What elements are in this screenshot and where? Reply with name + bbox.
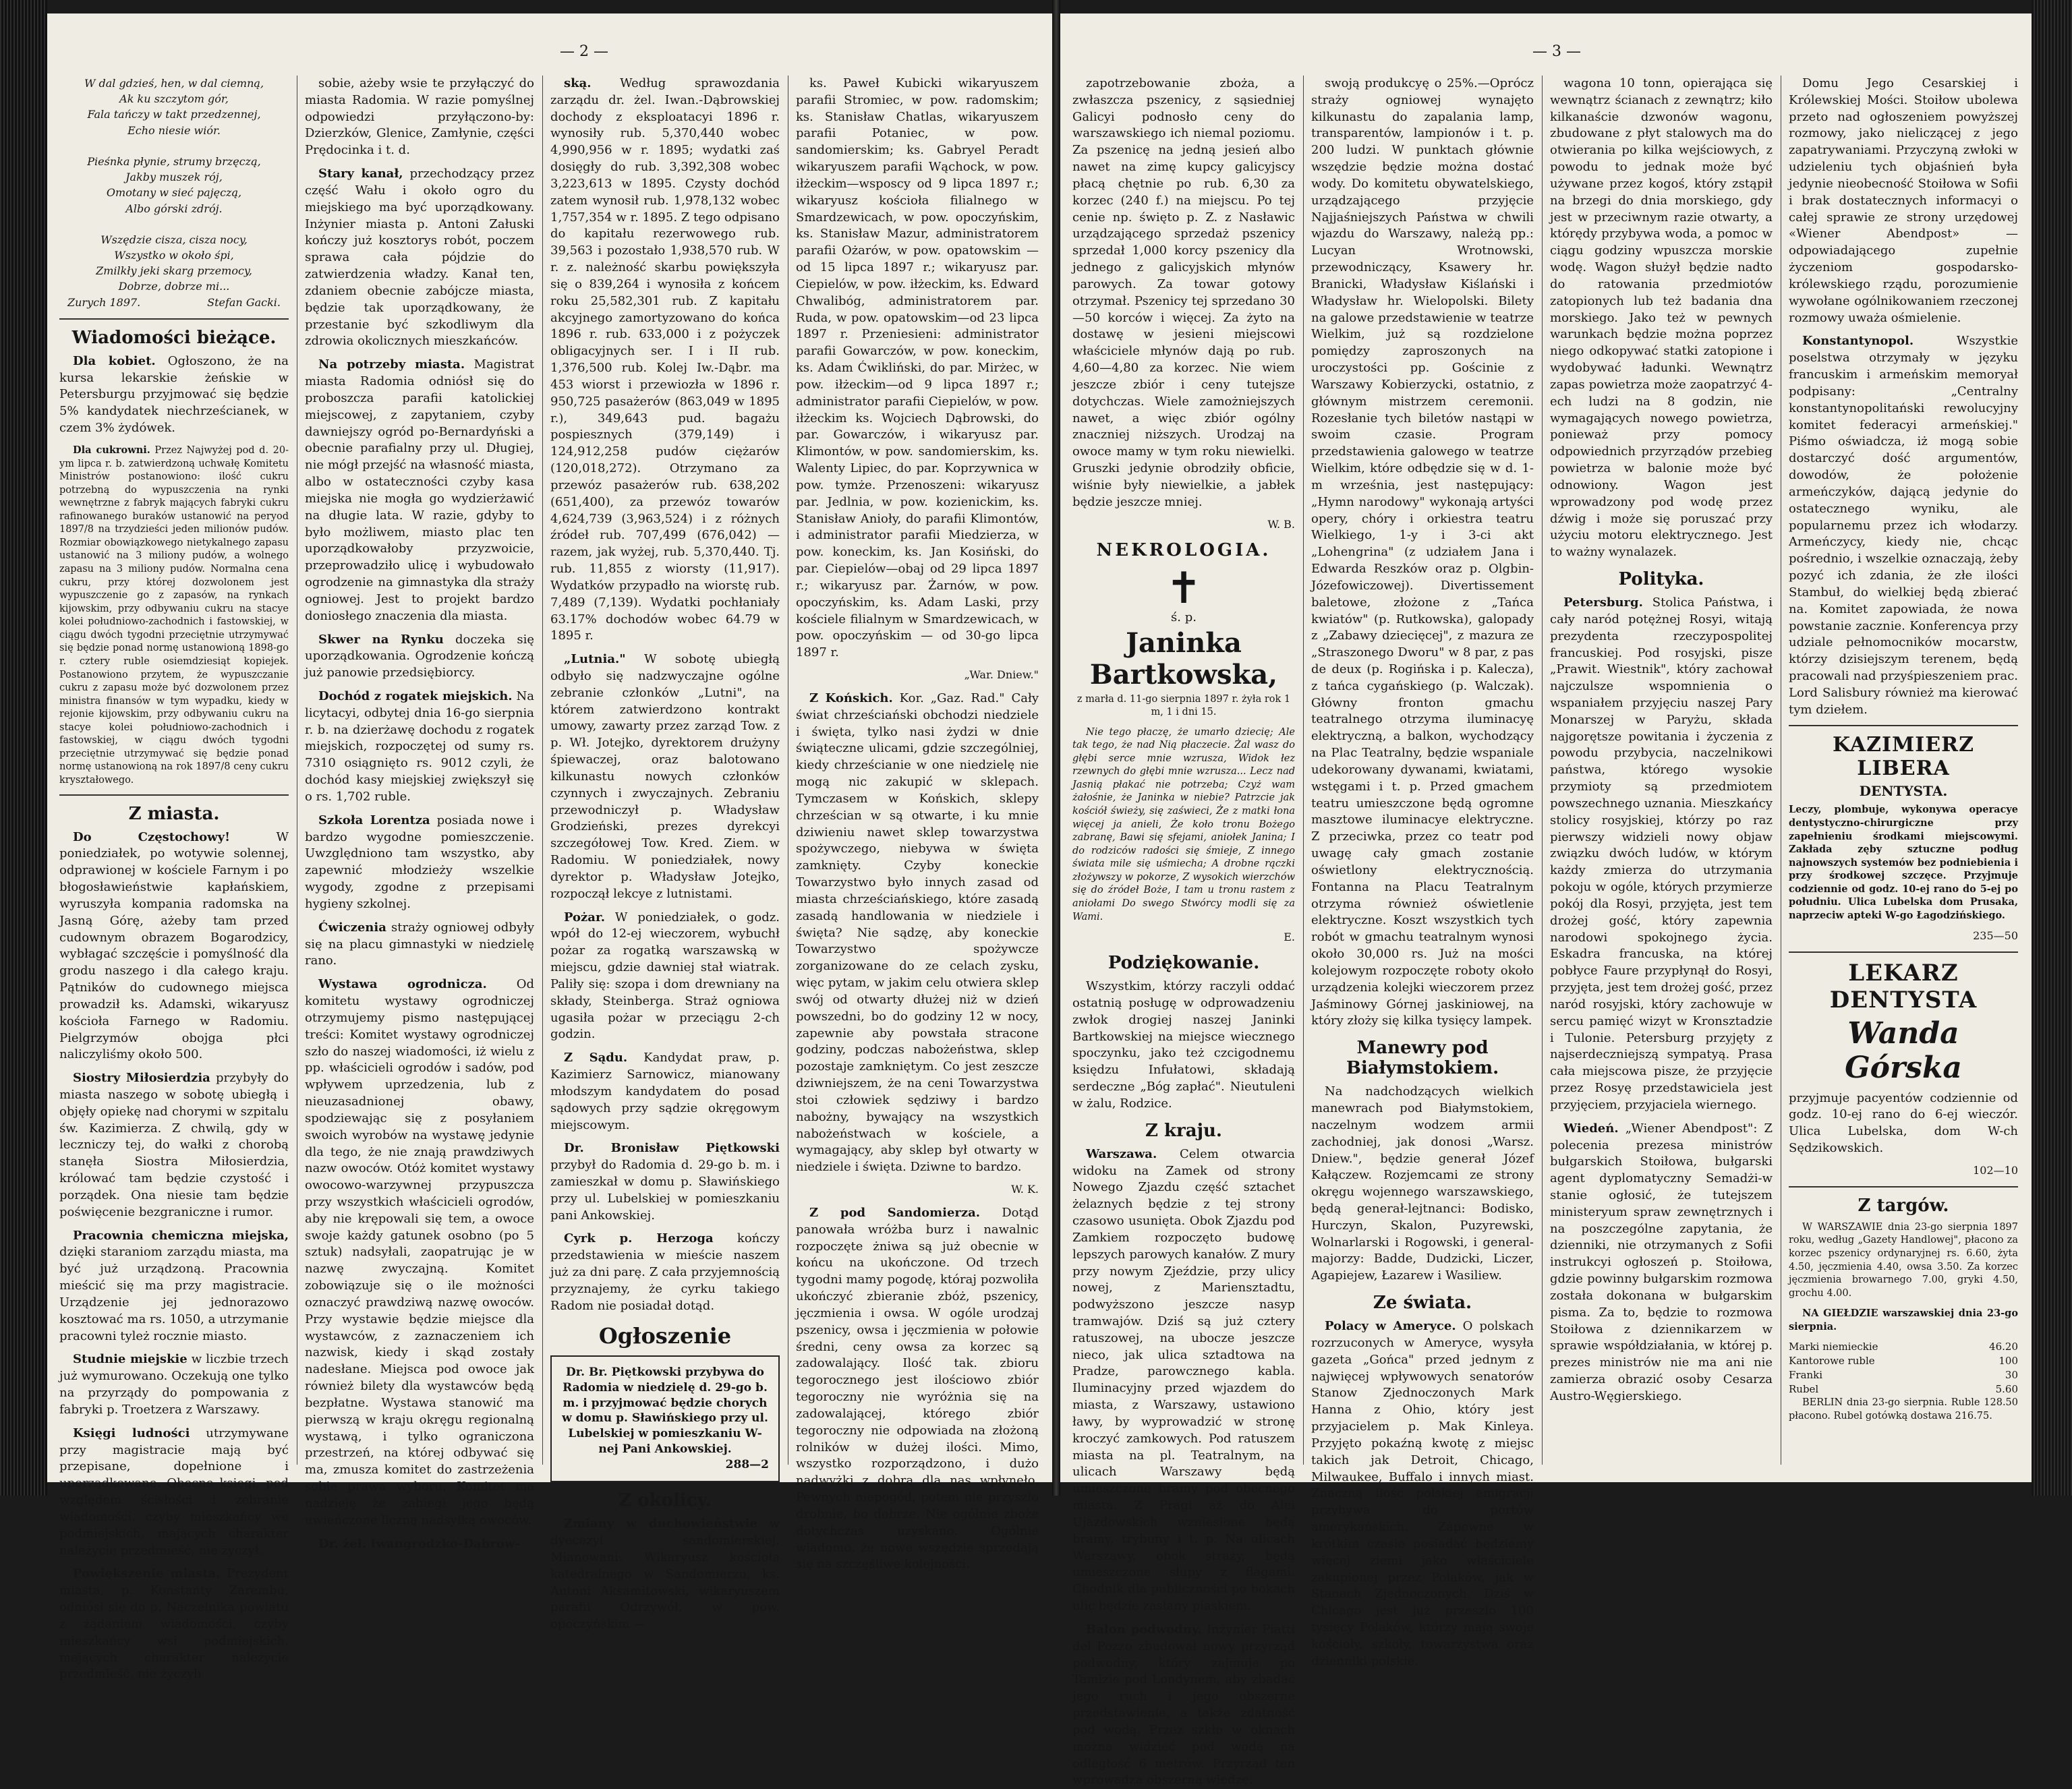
article-paragraph: Dla kobiet. Ogłoszono, że na kursa lekarskie żeńskie w Petersburgu przyjmować się będzie 5% kandydatek niechrześcianek, w czem 3% żydówek. [59,353,289,436]
article-paragraph: Wiedeń. „Wiener Abendpost": Z polecenia prezesa ministrów bułgarskich Stoiłowa, bułgarski agent dyplomatyczny Semadżi-w stanie ogłosić, że tutejszem ministeryum spraw zewnętrznych i na poszczególne zapytania, że dzienniki, nie otrzymanych z Sofii instrukcyi ogłoszeń p. Stoiłowa, gdzie powinny bułgarskim rozmowa została dokonana w bułgarskim pisma. Za to, będzie to rozmowa Stoiłowa z dziennikarzem w sprawie współdziałania, w której p. prezes ministrów nie ma ani nie zamierza obrazić osoby Cesarza Austro-Węgierskiego. [1550,1121,1773,1403]
column-2 [1311,76,1534,1668]
book-spine [1052,0,1060,1496]
section-heading: Z kraju. [1145,1120,1222,1141]
article-paragraph: Zmiany w duchowieństwie w dyecezyi sandomierskiej. Mianowani: Wikaryusz kościoła katedralnego w Sandomierzu, ks. Antoni Aksamitowski, wikaryuszem parafii Odrzywół, w pow. opoczyńskim — [550,1517,780,1632]
obituary-poem: Nie tego płaczę, że umarło dziecię; Ale tak tego, że nad Nią płaczecie. Żal wasz do głębi serce mnie wzrusza, Widok łez rzewnych do głębi mnie wzrusza... Lecz nad Jasnią płakać nie potrzeba; Czyż wam żałośnie, że Janinka w niebie? Patrzcie jak kościół świeży, się zaświeci, Że z matki łona więcej ja anieli, Że koło tronu Bożego zabranę, Bawi się sfejami, aniołek Janina; I do rodziców radości się śmieje, Z innego świata mile się uśmiecha; A drobne rączki złożywszy w pokorze, Z wysokich wierzchów się do źródeł Boże, I tam u tronu rastem z aniołami Do swego Stwórcy modli się za Wami. [1072,726,1295,922]
newspaper-page-3 [1060,13,2032,1788]
advertisement-text: Leczy, plombuje, wykonywa operacye dentystyczno-chirurgiczne przy zapełnieniu środkami miejscowymi. Zakłada zęby sztuczne podług najnowszych systemów bez podniebienia i przy środkowej szczęce. Przyjmuje codziennie od godz. 10-ej rano do 5-ej po południu. Ulica Lubelska dom Prusaka, naprzeciw apteki W-go Łagodzińskiego. [1789,804,2018,921]
article-paragraph: Powiększenie miasta. Prezydent miasta, p. Konstanty Zarembu, odniósł się do p. Naczelnika powiatu z żądaniem wiadomości, czyby mieszkańcy wsi podmiejskich, mających charakter należycie przedmieść, nie życzyli [59,1566,289,1682]
obituary-info: z marła d. 11-go sierpnia 1897 r. żyła rok 1 m, 1 i dni 15. [1076,693,1291,718]
poem-line: Dobrze, dobrze mi... [118,280,230,293]
obituary-name: Janinka Bartkowska, [1089,626,1278,691]
divider [59,318,289,320]
advertisement-text: przyjmuje pacyentów codziennie od godz. 10-ej rano do 6-ej wieczór. Ulica Lubelska, dom W-ch Sędzikowskich. [1789,1090,2018,1156]
page-number: — 3 — [1532,43,1581,60]
section-heading: Z targów. [1858,1195,1949,1216]
article-paragraph: wagona 10 tonn, opierająca się wewnątrz ścianach z zewnątrz; kiło kilkanaście dzwonów wagonu, zbudowane z płyt stalowych ma do otwierania po kilka wejściowych, z powodu to jednak może być używane przez kogoś, który zstąpił na brzegi do dnia morskiego, gdy jest w przeciwnym razie otwarty, a którędy przybywa woda, a pomoc w ciągu godziny wpuszcza morskie wodę. Wagon służył będzie nadto do ratowania przedmiotów zatopionych lub też badania dna morskiego. Jako też w pewnych warunkach będzie można poprzez niego odkopywać statki zatopione i wydobywać ładunki. Wewnątrz zapas powietrza może zaopatrzyć 4-ech ludzi na 8 godzin, nie wymagających nowego powietrza, ponieważ przy pomocy odpowiednich przyrządów przebieg powietrza w balonie może być odnowiony. Wagon jest wprowadzony pod wodę przez dźwig i może się poruszać przy użyciu motoru elektrycznego. Jest to ważny wynalazek. [1550,76,1773,560]
poem-line: Wszystko w około śpi, [114,249,234,262]
poem-signature [59,295,289,310]
column-rule [1303,76,1304,1465]
article-paragraph: Na nadchodzących wielkich manewrach pod Białymstokiem, naczelnym wodzem armii zachodniej, jak donosi „Warsz. Dniew.", będzie generał Józef Kałączew. Rozjemcami ze strony okręgu wojennego warszawskiego, będą generał-lejtnanci: Bodisko, Hurczyn, Skalon, Puzyrewski, Wolnarlarski i Rogowski, i general-majorzy: Badde, Dudzicki, Liczer, Agapiejew, Łazarew i Wasiliew. [1311,1084,1534,1283]
article-paragraph: Wszystkim, którzy raczyli oddać ostatnią posługę w odprowadzeniu zwłok drogiej naszej Janinki Bartkowskiej na miejsce wiecznego spoczynku, jako też czcigodnemu księdzu Infułatowi, składają serdeczne „Bóg zapłać". Nieutuleni w żalu, Rodzice. [1072,979,1295,1111]
advertisement-name: KAZIMIERZ LIBERA [1832,733,1974,781]
poem [59,76,289,310]
article-paragraph: zapotrzebowanie zboża, a zwłaszcza pszenicy, z sąsiedniej Galicyi podnosło ceny do warszawskiego ich niemal poziomu. Za pszenicę na jedną jesień albo nawet na zimę kupcy galicyjscy płacą chętnie po rub. 6,30 za korzec (240 f.) na miejscu. Po tej cenie np. święto p. Z. z Nasławic urządzającego sprzedaż pszenicy sprzedał 1,000 korcy pszenicy dla jednego z galicyjskich młynów parowych. Za towar gotowy otrzymał. Pszenicy tej sprzedano 30—50 korców i więcej. Za żyto na dostawę w jesieni miejscowi właściciele młynów dają po rub. 4,60—4,80 za korzec. Nie wiem jeszcze zbiór i ceny tutejsze dotychczas. Wiele zamożniejszych nawet, a więc zbiór ogólny znaczniej niższych. Urodzaj na owoce mamy w tym roku niewielki. Gruszki jedynie obrodziły obficie, wiśnie były niewielkie, a jabłek będzie jeszcze mniej. [1072,76,1295,509]
poem-line: Jakby muszek rój, [125,171,223,184]
article-paragraph: Szkoła Lorentza posiada nowe i bardzo wygodne pomieszczenie. Uwzględniono tam wszystko, aby zapewnić młodzieży wszelkie wygody, zgodne z przepisami hygieny szkolnej. [305,813,534,911]
article-paragraph: swoją produkcyę o 25%.—Oprócz straży ogniowej wynajęto kilkunastu do zapalania lamp, transparentów, lampionów i t. p. 200 ludzi. W punktach głównie wszędzie będzie można dostać wody. Do komitetu obywatelskiego, urządzającego przyjęcie Najjaśniejszych Państwa w chwili wjazdu do Warszawy, należą pp.: Lucyan Wrotnowski, przewodniczący, Ksawery hr. Branicki, Władysław Kiślański i Władysław hr. Wielopolski. Bilety na galowe przedstawienie w teatrze Wielkim, już są rozdzielone pomiędzy zaproszonych na uroczystości pp. Gościnie z Warszawy Kobierzycki, ostatnio, z głównym mistrzem ceremonii. Rozesłanie tych biletów nastąpi w swoim czasie. Program przedstawienia galowego w teatrze Wielkim, które odbędzie się w d. 1-m września, jest następujący: „Hymn narodowy" wykonają artyści opery, chóry i orkiestra teatru Wielkiego, 1-y i 3-ci akt „Lohengrina" (z udziałem Jana i Edwarda Reszków oraz p. Olgbin-Józefowiczowej). Divertissement baletowe, złożone z „Tańca kwiatów" (p. Rutkowska), galopady z „Zabawy dziecięcej", z mazura ze „Straszonego Dworu" w 8 par, z pas de deux (p. Rogińska i p. Kalecza), z tańca cygańskiego (p. Walczak). Główny fronton gmachu teatralnego otrzyma iluminacyę elektryczną, a balkon, wychodzący na Plac Teatralny, będzie wspaniale udekorowany dywanami, kwiatami, wstęgami i t. p. Przed gmachem teatru umieszczone będą ogromne masztowe iluminacye elektryczne. Z przeciwka, przez co teatr pod uwagę cały gmach zostanie oświetlony elektrycznością. Fontanna na Placu Teatralnym otrzyma również oświetlenie elektryczne. Koszt wszystkich tych robót w gmachu teatralnym wynosi około 30,000 rs. Już na mości kolejowym rozpoczęte roboty około urządzenia kolejki wieczorem przez Jaśminowy Górnej jaskiniowej, na który złoży się kilka tysięcy lampek. [1311,76,1534,1028]
poem-line: W dal gdzieś, hen, w dal ciemną, [84,77,264,90]
advertisement-code: 102—10 [1973,1163,2018,1177]
announcement-heading: Ogłoszenie [598,1322,732,1349]
article-paragraph: Petersburg. Stolica Państwa, i cały naród potężnej Rosyi, witają prezydenta rzeczypospolitej francuskiej. Pod rosyjski, pisze „Prawit. Wiestnik", który zachował najczulsze wspomnienia o wspaniałem przyjęciu naszej Pary Monarszej w Paryżu, składa najgorętsze powitania i życzenia z powodu przybycia, naczelnikowi państwa, którego wysokie przymioty są przedmiotem powszechnego uznania. Mieszkańcy stolicy rosyjskiej, którzy po raz pierwszy widzieli nowy objaw związku dwóch ludów, w którym każdy zmierza do utrzymania pokoju w ogóle, których przymierze pokój dla Rosyi, przyjęta, jest tem drożej gość, który zapewnia narodowi spokojnego życia. Eskadra francuska, na której pobłyce Faure przypłynął do Rosyi, przyjęta, jest tem drożej gość, przez naród rosyjski, który zachowuje w sercu pamięć wizyt w Kronsztadzie i Tulonie. Petersburg przyjęty z najserdeczniejszą sympatyą. Prasa cała miejscowa pisze, że przyjęcie przez Rosyę przedstawiciela jest przyjęciem, przyjaciela wiernego. [1550,595,1773,1112]
article-paragraph: ską. Według sprawozdania zarządu dr. żel. Iwan.-Dąbrowskiej dochody z eksploatacyi 1896 r. wynosiły rub. 5,370,440 wobec 4,990,956 w r. 1895; wydatki zaś dosięgły do rub. 3,392,308 wobec 3,223,613 w 1895. Czysty dochód zatem wynosił rub. 1,978,132 wobec 1,757,354 w r. 1895. Z tego odpisano do kapitału rezerwowego rub. 39,563 i pozostało 1,938,570 rub. W r. z. należność skarbu powiększyła się o 839,264 i wynosiła z końcem roku 25,582,301 rub. Z kapitału akcyjnego zamortyzowano do końca 1896 r. rub. 633,000 i z pożyczek obligacyjnych ser. I i II rub. 1,376,500 rub. Kolej Iw.-Dąbr. ma 453 wiorst i przewiozła w 1896 r. 950,725 pasażerów (863,049 w 1895 r.), 349,643 pud. bagażu pospiesznych (379,149) i 124,912,258 pudów ciężarów (120,018,272). Otrzymano za przewóz pasażerów rub. 638,202 (651,400), za przewóz towarów 4,624,739 (3,963,524) i z różnych źródeł rub. 707,499 (676,042) — razem, jak wyżej, rub. 5,370,440. Tj. rub. 11,855 z wiorsty (11,917). Wydatków przypadło na wiorstę rub. 7,489 (7,139). Wydatki pochłaniały 63.17% dochodów wobec 64.79 w 1895 r. [550,76,780,643]
section-heading: Podziękowanie. [1107,953,1260,974]
price-row: Marki niemieckie 46.20 [1789,1341,2018,1353]
article-paragraph: Pracownia chemiczna miejska, dzięki staraniom zarządu miasta, ma być już urządzoną. Pracownia mieścić się ma przy magistracie. Urządzenie jej jednorazowo kosztować ma rs. 1050, a utrzymanie pracowni tyleż rocznie miasto. [59,1228,289,1343]
poem-line: Fala tańczy w takt przedzennej, [87,108,261,121]
article-paragraph: Warszawa. Celem otwarcia widoku na Zamek od strony Nowego Zjazdu część sztachet żelaznych będzie z tej strony czasowo usunięta. Obok Zjazdu pod Zamkiem rozpoczęto budowę lepszych parowych kanałów. Z mury przy nowym Zjeździe, przy ulicy nowej, z Mariensztadtu, podwyższono jeszcze nasyp tramwajów. Dziś są już cztery ratuszowej, na ubocze jeszcze nieco, jak ulica sztadtowa na Pradze, parowcznego kabla. Iluminacyjny przed wjazdem do miasta, z Warszawy, ustawiono ławy, by wyprowadzić w stronę kroczyć zamkowych. Pod ratuszem miasta na pl. Teatralnym, na ulicach Warszawy będą umieszczone bramy pod obecnego miasta. Z Pragi aż do Alei Ujazdowskich wzniesione będą bramy, trybuny i t. p. Na ulicach Warszawy, obok straży, będą umieszczone słupy z flagami. Chodnik dla publiczności po bokach ulic będzie zasłany piaskiem. [1072,1146,1295,1614]
article-paragraph: Domu Jego Cesarskiej i Królewskiej Mości. Stoiłow ubolewa przeto nad ogłoszeniem powyższej rozmowy, jako nieliczącej z jego zapatrywaniami. Przyczyną zwłoki w udzieleniu tych objaśnień była jedynie nieobecność Stoiłowa w Sofii i brak dostatecznych informacyi o całej sprawie ze strony urzędowej «Wiener Abendpost» — odpowiadającego zupełnie życzeniom gospodarsko-królewskiego rządu, porozumienie wywołane ogólnikowaniem rzeczonej rozmowy uważa ośmielenie. [1789,76,2018,325]
divider [59,794,289,796]
article-paragraph: W WARSZAWIE dnia 23-go sierpnia 1897 roku, według „Gazety Handlowej", płacono za korzec pszenicy ordynaryjnej rs. 6.60, żyta 4.50, jęczmienia 4.40, owsa 3.50. Za korzec jęczmienia browarnego 7.00, gryki 4.50, grochu 4.00. [1789,1221,2018,1299]
article-paragraph: Na potrzeby miasta. Magistrat miasta Radomia odniósł się do proboszcza parafii katolickiej miejscowej, z zapytaniem, czyby dawniejszy ogród po-Bernardyński a obecnie parafialny przy ul. Długiej, nie mógł przejść na własność miasta, albo w ostateczności czyby kasa miejska nie mogła go wydzierżawić na długie lata. W razie, gdyby to było możliwem, miasto plac ten uporządkowałoby przyzwoicie, przeprowadziło ulicę i wybudowało ogrodzenie na gimnastyka dla straży ogniowej. Jest to projekt bardzo doniosłego znaczenia dla miasta. [305,357,534,623]
price-row: Franki 30 [1789,1369,2018,1382]
section-heading: Polityka. [1618,569,1704,590]
announcement-code: 288—2 [725,1458,769,1472]
poem-line [59,216,289,232]
poem-place-date: Zurych 1897. [67,295,141,309]
newspaper-page-2 [47,13,1052,1682]
article-paragraph: Cyrk p. Herzoga kończy przedstawienia w mieście naszem już za dni parę. Z cała przyjemnością przyznajemy, że cyrku takiego Radom nie posiadał dotąd. [550,1231,780,1313]
obituary-sp: ś. p. [1171,610,1197,624]
poem-author: Stefan Gacki. [207,295,281,309]
article-paragraph: sobie, ażeby wsie te przyłączyć do miasta Radomia. W razie pomyślnej odpowiedzi przyłączono-by: Dzierzków, Glenice, Zamłynie, części Prędocinka i t. d. [305,76,534,158]
divider [1789,1186,2018,1187]
advertisement-code: 235—50 [1973,929,2018,942]
article-paragraph: Do Częstochowy! W poniedziałek, po wotywie solennej, odprawionej w kościele Farnym i po błogosławieństwie kapłańskiem, wyruszyła kompania radomska na Jasną Górę, ażeby tam przed cudownym obrazem Bogarodzicy, wybłagać szczęście i pomyślność dla grodu naszego i dla całego kraju. Pątników do cudownego miejsca prowadził ks. Adamski, wikaryusz kościoła Farnego w Radomiu. Pielgrzymów obojga płci naliczyliśmy około 500. [59,829,289,1062]
column-4 [796,76,1039,1572]
article-paragraph: Dr. Bronisław Piętkowski przybył do Radomia d. 29-go b. m. i zamieszkał w domu p. Sławińskiego przy ul. Lubelskiej w pomieszkaniu pani Ankowskiej. [550,1141,780,1223]
section-heading: Manewry pod Białymstokiem. [1346,1038,1499,1079]
article-paragraph: ks. Paweł Kubicki wikaryuszem parafii Stromiec, w pow. radomskim; ks. Stanisław Chatlas, wikaryuszem parafii Potaniec, w pow. sandomierskim; ks. Gabryel Peradt wikaryuszem parafii Wąchock, w pow. iłżeckim—wsposcy od 9 lipca 1897 r.; wikaryusz kościoła filialnego w Smardzewicach, w pow. opoczyńskim, ks. Stanisław Mazur, administratorem parafii Ożarów, w pow. opatowskim — od 15 lipca 1897 r.; wikaryusz par. Ciepielów, w pow. iłżeckim, ks. Edward Chwalibóg, administratorem par. Ruda, w pow. opatowskim—od 23 lipca 1897 r. Przeniesieni: administrator parafii Gowarczów, w pow. koneckim, ks. Adam Ćwikliński, do par. Mirżec, w pow. iłżeckim—od 9 lipca 1897 r.; administrator parafii Ciepielów, w pow. iłżeckim ks. Wojciech Dąbrowski, do par. Gowarczów, i wikaryusz par. Klimontów, w pow. sandomierskim, ks. Walenty Lipiec, do par. Koprzywnica w pow. tymże. Przenoszeni: wikaryusz par. Jedlnia, w pow. kozienickim, ks. Stanisław Anioły, do parafii Klimontów, i administrator parafii Miedzierza, w pow. koneckim, ks. Jan Kosiński, do par. Ciepielów—obaj od 29 lipca 1897 r.; wikaryusz par. Żarnów, w pow. opoczyńskim, ks. Adam Laski, przy kościele filialnym w Smardzewicach, w pow. opoczyńskim — od 30-go lipca 1897 r. [796,76,1039,660]
article-paragraph: Dochód z rogatek miejskich. Na licytacyi, odbytej dnia 16-go sierpnia r. b. na dzierżawę dochodu z rogatek miejskich, rozpoczętej od sumy rs. 7310 osiągnięto rs. 9012 czyli, że dochód kasy miejskiej zwiększył się o rs. 1,702 ruble. [305,688,534,804]
announcement-box [550,1355,780,1483]
obituary-heading: NEKROLOGIA. [1096,539,1271,560]
poem-line: Zmilkły jeki skarg przemocy, [96,264,252,278]
section-heading: Ze świata. [1373,1293,1472,1314]
exchange-heading: NA GIEŁDZIE warszawskiej dnia 23-go sierpnia. [1789,1308,2018,1332]
price-row: Kantorowe ruble 100 [1789,1355,2018,1368]
price-row: Rubel 5.60 [1789,1383,2018,1396]
article-paragraph: Polacy w Ameryce. O polskach rozrzuconych w Ameryce, wysyła gazeta „Gońca" przed jednym z najwięcej wpływowych senatorów Stanow Zjednoczonych Mark Hanna z Ohio, który jest przyjacielem p. Mak Kinleya. Przyjęto pokaźną kwotę z miejsc takich jak Detroit, Chicago, Milwaukee, Buffalo i innych miast. Znaczną ilość polskiej emigracji przybywa do portów amerykańskich. Zapewne w krótkim czasie posiadać będziemy więcej ziemi jako właściciele zakupionej przez Polaków, jak w Stanach Zjednoczonych. Dziś w Chicago jest już przeszło 100 tysięcy Polaków, którzy mają swoje kościoły, szkoły, towarzystwa oraz dzienniki polskie. [1311,1319,1534,1668]
column-rule [542,76,543,1465]
column-1 [59,76,289,1682]
article-paragraph: Skwer na Rynku doczeka się uporządkowania. Ogrodzenie kończą już panowie przedsiębiorcy. [305,632,534,680]
article-paragraph: Balon podwodny. Inżynier Piatti del Pozzo zbudował nowy przyrząd podwodny, który zajmuje po Tamizie pod Londynem, aby zbadać jego ruch i jego obszerne przedstawienie, a także zdatność pod wodą. Przez szkło w oknach można widzieć pod wodą na odległość 6 metrów. Przyrząd ten wprowadza obszerną wiedzę. [1072,1622,1295,1788]
article-paragraph: Dr. żel. Iwangrodzko-Dąbrow- [318,1536,520,1551]
article-paragraph: Z Sądu. Kandydat praw, p. Kazimierz Sarnowicz, mianowany młodszym kandydatem do posad sądowych przy sądzie okręgowym miejscowym. [550,1051,780,1132]
article-paragraph: Siostry Miłosierdzia przybyły do miasta naszego w sobotę ubiegłą i objęły opiekę nad chorymi w szpitalu św. Kazimierza. Z chwilą, gdy w leczniczy tej, do wałki z chorobą stanęła Siostra Miłosierdzia, królować tam będzie czystość i porządek. Ona niesie tam będzie poświęcenie bezgraniczne i rumor. [59,1071,289,1219]
poem-line: Omotany w sieć pajęczą, [106,186,242,200]
article-signature: W. K. [1011,1183,1039,1196]
advertisement-name: Wanda Górska [1845,1016,1962,1085]
poem-line: Wszędzie cisza, cisza nocy, [100,233,248,246]
book-edge-right [2032,0,2072,1496]
column-2 [305,76,535,1551]
article-paragraph: Z Końskich. Kor. „Gaz. Rad." Cały świat chrześciański obchodzi niedziele i święta, tylko nasi żydzi w dnie świąteczne ulicami, gdzie szczególniej, kiedy chrześcianie w one niedzielę nie mogą nic zakupić w sklepach. Tymczasem w Końskich, sklepy chrześcian w są otwarte, i ku mnie dziwieniu nawet sklep towarzystwa spożywczego, niebywa w święta zamknięty. Czyby koneckie Towarzystwo było innych zasad od miasta chrześciańskiego, które zasadą zasadą handlowania w niedziele i święta? Nie sądzę, aby koneckie Towarzystwo spożywcze zorganizowane do ze celach zysku, więc pytam, w jakim celu otwiera sklep swój od otwarty dłużej niż w dzień powszedni, bo do godziny 12 w nocy, zapewnie aby powstała stracone godziny, podczas nabożeństwa, sklep pozostaje zamkniętym. Co jest zeszcze dziwniejszem, że na ceni Towarzystwa stoi człowiek sędziwy i bardzo nabożny, bywający na wszystkich nabożeństwach w kościele, a wymagający, aby sklep był otwarty w niedziele i święta. Dziwne to bardzo. [796,691,1039,1175]
advertisement-title: LEKARZ DENTYSTA [1829,959,1978,1014]
article-paragraph: Stary kanał, przechodzący przez część Wału i około ogro du miejskiego ma być uporządkowany. Inżynier miasta p. Antoni Załuski kończy już kosztorys robót, poczem sprawa cała pójdzie do zatwierdzenia władzy. Kanał ten, zdaniem obecnie zabójcze miasta, będzie tak uporządkowany, że przestanie być szkodliwym dla zdrowia okolicznych mieszkańców. [305,167,535,349]
page-number: — 2 — [560,43,608,60]
divider [1789,951,2018,953]
divider [1789,725,2018,726]
column-rule [1542,76,1543,1465]
poem-line [59,138,289,154]
poem-line: Ak ku szczytom gór, [119,92,229,106]
book-edge-left [0,0,47,1496]
poem-line: Echo niesie wiór. [127,123,221,137]
section-heading: Z miasta. [128,803,220,824]
article-paragraph: Z pod Sandomierza. Dotąd panowała wróżba burz i nawalnic rozpoczęte żniwa są już obecnie w końcu na ukończone. Od trzech tygodni mamy pogodę, któraj pozwoliła ukończyć zbieranie zbóż, pszenicy, jęczmienia i owsa. W ogóle urodzaj pszenicy, owsa i jęczmienia w połowie średni, ceny owsa za korzec są zadowalający. Ilość tak. zbioru tegorocznego jest ilościowo zbiór tegoroczny nie wyróżnia się na zadowalającej, którego zbiór tegoroczny nie odpowiada na złożoną rolników w dużej ilości. Mimo, wszystko rozporządzono, i dużo nadwyżki z dobrą dla nas wpłynęło. Pewnych niepogód, potem nie przyszło drobnie, bo dobrze. Nie ogólnie zboże dotychczas uzyskano. Ogólnie wiadomo, że nowe wszędzie sprzedają się na szczęśliwe kolejności. [796,1206,1039,1572]
cross-icon: ✝ [1166,563,1202,614]
obituary-signature: E. [1284,931,1295,944]
article-signature: „War. Dniew." [964,668,1039,681]
article-paragraph: BERLIN dnia 23-go sierpnia. Ruble 128.50 płacono. Rubel gotówką dostawa 216.75. [1789,1397,2018,1421]
article-paragraph: Konstantynopol. Wszystkie poselstwa otrzymały w języku francuskim i armeńskim memoryał podpisany: „Centralny konstantynopolitański rewolucyjny komitet federacyi armeńskiej." Piśmo oświadcza, iż mogą sobie dostarczyć dość argumentów, dowodów, że położenie armeńczyków, dającą jedynie do ostatecznego wyniku, ale popularnemu przez ich włodarzy. Armeńczycy, kiedy nie, chcąc pośrednio, i wszelkie oznaczają, żeby pozyć ich zdania, że złe ilości Stambuł, do wielkiej będą zbierać na. Komitet zapowiada, że nowa powstanie zacznie. Konferencya przy udziale pełnomocników mocarstw, którzy dzisiejszym terenem, będą pracowali nad przyśpieszeniem prac. Lord Salisbury również ma kierować tym dziełem. [1789,334,2018,717]
article-paragraph: Księgi ludności utrzymywane przy magistracie mają być przepisane, dopełnione i uporządkowane. Obecne księgi, pod względem ścisłości i zebranie wiadomości, czyby mieszkańcy we podmiejskich, mających charakter należycie przedmieść, nie życzył. [59,1426,289,1558]
section-heading: Wiadomości bieżące. [71,327,277,348]
announcement-text: Dr. Br. Piętkowski przybywa do Radomia w niedzielę d. 29-go b. m. i przyjmować będzie chorych w domu p. Sławińskiego przy ul. Lubelskiej w pomieszkaniu W-nej Pani Ankowskiej. [562,1365,768,1457]
article-paragraph: „Lutnia." W sobotę ubiegłą odbyło się nadzwyczajne ogólne zebranie członków „Lutni", na którem zatwierdzono kontrakt umowy, zawarty przez zarząd Tow. z p. Wł. Jotejko, dyrektorem drużyny śpiewaczej, oraz balotowano kilkunastu nowych członków czynnych i zwyczajnych. Zebraniu przewodniczył p. Władysław Grodzieński, prezes dyrekcyi szczegółowej Tow. Kred. Ziem. w Radomiu. W poniedziałek, nowy dyrektor p. Władysław Jotejko, rozpoczął lekcye z lutnistami. [550,652,780,901]
article-signature: W. B. [1267,517,1295,531]
poem-line: Pieśnka płynie, strumy brzęczą, [87,154,261,168]
advertisement-title: DENTYSTA. [1859,783,1948,800]
column-3 [1550,76,1773,1465]
section-heading: Z okolicy. [618,1490,712,1511]
column-3 [550,76,780,1632]
article-paragraph: Wystawa ogrodnicza. Od komitetu wystawy ogrodniczej otrzymujemy pismo następującej treści: Komitet wystawy ogrodniczej szło do naszej wiadomości, iż wielu z pp. właścicieli ogrodów i sadów, pod wpływem uprzedzenia, lub z nieuzasadnionej obawy, spodziewając się z posyłaniem swoich wyrobów na wystawę jedynie dla tego, że nie znają prawdziwych nazw owoców. Otóż komitet wystawy owocowo-warzywnej przypuszcza przy wszystkich właścicieli ogrodów, aby nie krępowali się tem, a owoce swoje każdy gatunek osobno (po 5 sztuk) nadsyłali, zaopatrując je w nazwę zwyczajną. Komitet zobowiązuje się o ile możności oznaczyć prawdziwą nazwę owoców. Przy wystawie będzie miejsce dla wystawców, z zaznaczeniem ich nazwisk, kiedy i skąd zostały nadesłane. Miejsca pod owoce jak również bilety dla wystawców będą bezpłatne. Wystawa stanowić ma pierwszą w kraju okręgu regionalną wystawą, i tylko ograniczona przestrzeń, na której odbywać się ma, zmusza komitet do zastrzeżenia sobie prawa wyboru. Komitet ma nadzieję że zabiegi jego będą uwieńczone liczną nadsyłką owoców. [305,977,534,1527]
article-paragraph: Pożar. W poniedziałek, o godz. wpół do 12-ej wieczorem, wybuchł pożar za rogatką warszawską w miejscu, gdzie dawniej stał wiatrak. Paliły się: szopa i dom drewniany na składy, Steinberga. Straż ogniowa ugasiła pożar w przeciągu 2-ch godzin. [550,910,780,1042]
column-4 [1789,76,2018,1465]
article-paragraph: Studnie miejskie w liczbie trzech już wymurowano. Oczekują one tylko na przyrządy do pompowania z fabryki p. Troetzera z Warszawy. [59,1352,289,1417]
column-1 [1072,76,1295,1788]
poem-line: Albo górski zdrój. [125,202,223,215]
article-paragraph: Dla cukrowni. Przez Najwyżej pod d. 20-ym lipca r. b. zatwierdzoną uchwałę Komitetu Ministrów postanowiono: ilość cukru potrzebną do wypuszczenia na rynki wewnętrzne z fabryk mających fabryki cukru rafinowanego buraków ustanowić na peryod 1897/8 na trzydzieści jeden milionów pudów. Rozmiar obowiązkowego nietykalnego zapasu ustanowić na 3 miliony pudów, a wolnego zapasu na 3 miliony pudów. Normalna cena cukru, przy której dozwolonem jest wypuszczenie go z zapasów, na rynkach kijowskim, przy odbywaniu cukru na stacye kolei południowo-zachodnich i fastowskiej, w ciągu dwóch tygodni przeciętnie utrzymywać się będzie ponad normę ustanowioną 1898-go r. cztery ruble osiemdziesiąt kopiejek. Postanowiono przytem, że wypuszczanie cukru z zapasu może być dozwolonem przez ministra finansów w tym wypadku, kiedy w rejonie kijowskim, przy odbywaniu cukru na stacye kolei południowo-zachodnich i fastowskiej, w ciągu dwóch tygodni przeciętnie utrzymywać się będzie ponad normę ustanowioną na rok 1897/8 ceny cukru kryształowego. [59,444,289,786]
article-paragraph: Ćwiczenia straży ogniowej odbyły się na placu gimnastyki w niedzielę rano. [305,920,534,968]
